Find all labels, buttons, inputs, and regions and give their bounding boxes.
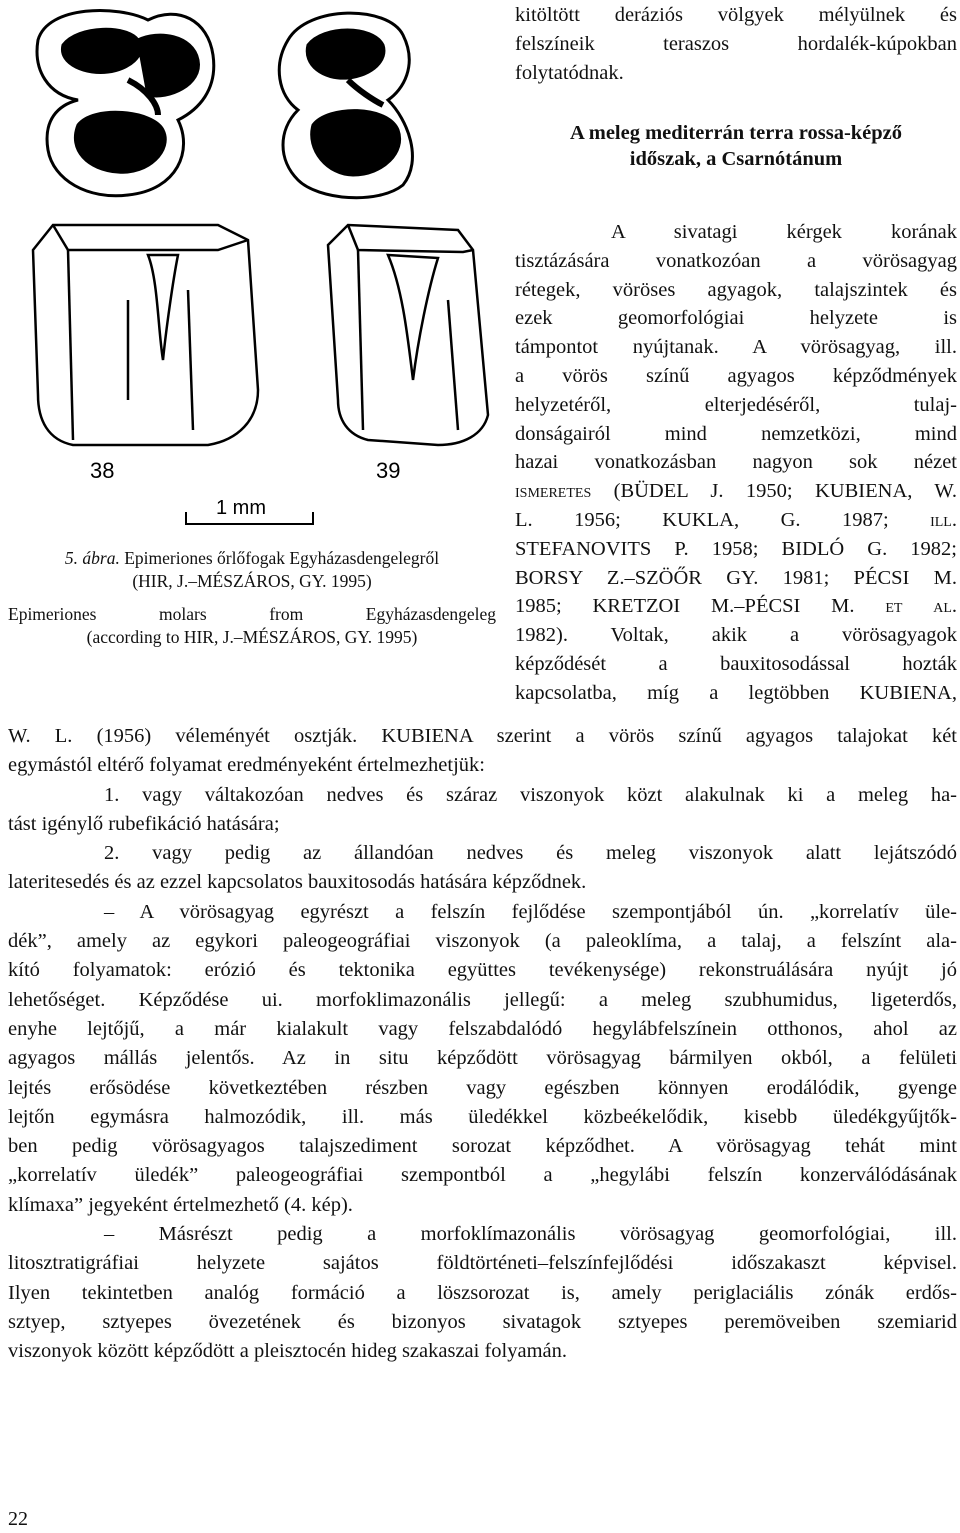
scale-label: 1 mm — [216, 497, 266, 519]
molar-38-occlusal — [37, 10, 214, 195]
column-line: tisztázására vonatkozóan a vörösagyag — [515, 249, 957, 272]
column-line: A sivatagi kérgek korának — [611, 221, 957, 243]
caption-hu-ref: (HIR, J.–MÉSZÁROS, GY. 1995) — [132, 571, 372, 591]
text-line: sztyep, sztyepes övezetének és bizonyos sivatagok sztyepes peremöveiben szemiarid — [8, 1310, 957, 1333]
text-line: W. L. (1956) véleményét osztják. KUBIENA szerint a vörös színű agyagos talajokat két — [8, 725, 957, 747]
text-line: viszonyok között képződött a pleisztocén hideg szakaszai folyamán. — [8, 1340, 568, 1363]
text-line: tást igénylő rubefikáció hatására; — [8, 812, 280, 835]
text-line: – Másrészt pedig a morfoklímazonális vörösagyag geomorfológiai, ill. — [104, 1223, 957, 1246]
top-line: kitöltött deráziós völgyek mélyülnek és — [515, 4, 957, 26]
section-heading-line1: A meleg mediterrán terra rossa-képző — [569, 122, 903, 144]
column-line: a vörös színű agyagos képződmények — [515, 364, 957, 387]
molar-39-side — [328, 225, 488, 445]
column-line: donságairól mind nemzetközi, mind — [515, 422, 957, 445]
top-line: folytatódnak. — [515, 61, 624, 84]
text-line: egymástól eltérő folyamat eredményeként értelmezhetjük: — [8, 754, 485, 777]
text-line: lateritesedés és az ezzel kapcsolatos bauxitosodás hatására képződnek. — [8, 871, 587, 894]
section-heading-line2: időszak, a Csarnótánum — [629, 148, 843, 170]
text-line: lehetőséget. Képződése ui. morfoklimazonális jellegű: a meleg szubhumidus, ligeterdős, — [8, 988, 957, 1011]
text-line: dék”, amely az egykori paleogeográfiai viszonyok (a paleoklíma, a talaj, a felszínt ala- — [8, 930, 957, 953]
right-column-body — [515, 218, 957, 708]
text-line: ben pedig vörösagyagos talajszediment sorozat képződhet. A vörösagyag tehát mint — [8, 1135, 957, 1158]
column-line: BORSY Z.–SZÖŐR GY. 1981; PÉCSI M. — [515, 566, 957, 589]
page-number: 22 — [8, 1508, 28, 1530]
column-line: hazai vonatkozásban nagyon sok nézet — [515, 451, 957, 474]
figure-caption — [8, 547, 496, 649]
text-line: – A vörösagyag egyrészt a felszín fejlődése szempontjából ún. „korrelatív üle- — [104, 900, 957, 923]
text-line: 2. vagy pedig az állandóan nedves és meleg viszonyok alatt lejátszódó — [104, 842, 957, 865]
text-line: lejtőn egymásra halmozódik, ill. más üledékkel közbeékelődik, kisebb üledékgyűjtők- — [8, 1105, 957, 1128]
column-line: 1982). Voltak, akik a vörösagyagok — [515, 624, 957, 647]
column-line: ismeretes (BÜDEL J. 1950; KUBIENA, W. — [515, 480, 957, 503]
section-heading — [515, 120, 957, 172]
label-39: 39 — [376, 458, 401, 483]
full-width-text — [8, 722, 957, 1367]
column-line: képződését a bauxitosodással hozták — [515, 652, 957, 675]
caption-en-line2: (according to HIR, J.–MÉSZÁROS, GY. 1995) — [86, 627, 418, 647]
column-line: L. 1956; KUKLA, G. 1987; ill. — [515, 508, 957, 531]
column-line: kapcsolatba, míg a legtöbben KUBIENA, — [515, 681, 957, 704]
column-line: rétegek, vöröses agyagok, talajszintek és — [515, 278, 957, 301]
right-column-top — [515, 2, 957, 88]
column-line: támpontot nyújtanak. A vörösagyag, ill. — [515, 336, 957, 359]
top-line: felszíneik teraszos hordalék-kúpokban — [515, 32, 957, 55]
column-line: ezek geomorfológiai helyzete is — [515, 307, 957, 330]
column-line: 1985; KRETZOI M.–PÉCSI M. et al. — [515, 595, 957, 618]
column-line: STEFANOVITS P. 1958; BIDLÓ G. 1982; — [515, 537, 957, 560]
text-line: 1. vagy váltakozóan nedves és száraz viszonyok közt alakulnak ki a meleg ha- — [104, 783, 957, 806]
text-line: „korrelatív üledék” paleogeográfiai szempontból a „hegylábi felszín konzerválódásának — [8, 1164, 957, 1187]
molar-39-occlusal — [279, 13, 412, 198]
text-line: litosztratigráfiai helyzete sajátos földtörténeti–felszínfejlődési időszakaszt képvisel. — [8, 1252, 957, 1275]
caption-hu-text: Epimeriones őrlőfogak Egyházasdengelegről — [124, 548, 440, 568]
column-line: helyzetéről, elterjedéséről, tulaj- — [515, 393, 957, 416]
caption-en-line1: Epimeriones molars from Egyházasdengeleg — [8, 604, 496, 624]
label-38: 38 — [90, 458, 115, 483]
caption-hu — [8, 547, 496, 570]
text-line: kító folyamatok: erózió és tektonika együttes tevékenysége) rekonstruálására nyújt jó — [8, 959, 957, 982]
molar-38-side — [33, 225, 258, 445]
text-line: klímaxa” jegyeként értelmezhető (4. kép). — [8, 1193, 353, 1216]
text-line: lejtés erősödése következtében részben vagy egészben könnyen erodálódik, gyenge — [8, 1076, 957, 1099]
text-line: agyagos mállás jelentős. Az in situ képződött vörösagyag bármilyen okból, a felületi — [8, 1047, 957, 1070]
text-line: enyhe lejtőjű, a már kialakult vagy felszabdalódó hegylábfelszínein otthonos, ahol az — [8, 1017, 957, 1040]
text-line: Ilyen tekintetben analóg formáció a löszsorozat is, amely periglaciális zónák erdős- — [8, 1281, 957, 1304]
molars-drawing — [8, 0, 503, 540]
figure-epimeriones-molars — [8, 0, 503, 540]
caption-hu-label: 5. ábra. — [64, 548, 120, 568]
